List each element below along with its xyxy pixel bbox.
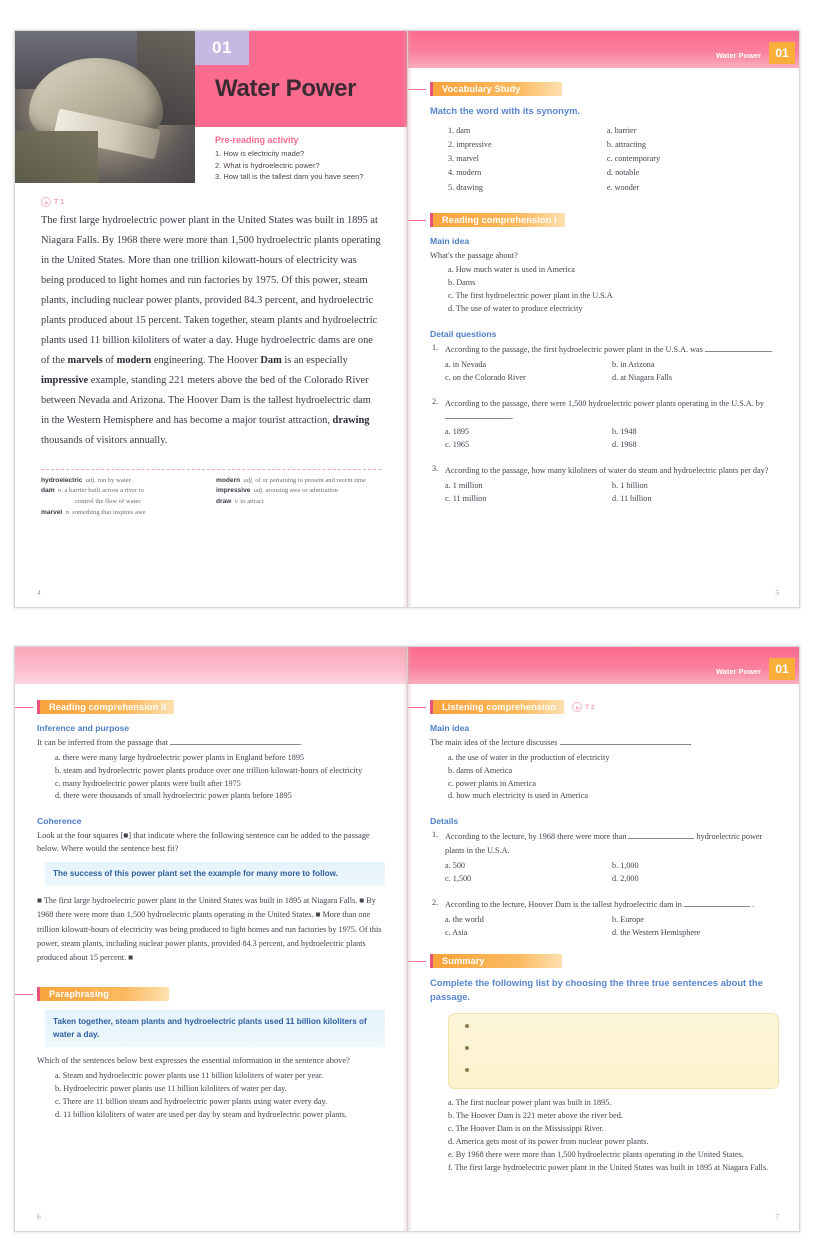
vocabulary-word[interactable]: 5. drawing <box>448 182 484 192</box>
option-item[interactable]: a. Steam and hydroelectric power plants use 11 billion kiloliters of water per year. <box>55 1070 324 1080</box>
vocabulary-word[interactable]: 3. marvel <box>448 154 479 164</box>
page-five <box>407 31 800 607</box>
option-group[interactable] <box>445 860 779 886</box>
option-item[interactable]: f. The first large hydroelectric power plant in the United States was built in 1895 at Niagara Falls. <box>448 1162 769 1172</box>
dam-photo <box>15 31 195 183</box>
section-tick <box>408 89 426 90</box>
main-idea-heading: Main idea <box>430 235 470 246</box>
option-item[interactable]: b. dams of America <box>448 765 513 775</box>
section-tick <box>15 707 33 708</box>
option-item[interactable]: b. in Arizona <box>612 360 655 370</box>
option-item[interactable]: d. the Western Hemisphere <box>612 927 701 937</box>
running-head-unit-badge: 01 <box>769 658 795 680</box>
question-stem: According to the passage, there were 1,500 hydroelectric power plants operating in the U.S.A. by . <box>445 399 764 422</box>
question-number: 1. <box>432 830 439 840</box>
option-item[interactable]: b. The Hoover Dam is 221 meter above the river bed. <box>448 1110 623 1120</box>
inference-question-text: It can be inferred from the passage that <box>37 738 168 747</box>
summary-bullet-slot[interactable] <box>465 1068 469 1072</box>
page-six <box>15 647 407 1231</box>
option-item[interactable]: b. 1 billion <box>612 481 648 491</box>
option-item[interactable]: c. 1,500 <box>445 873 472 883</box>
section-tick <box>408 961 426 962</box>
running-head-title: Water Power <box>715 51 761 60</box>
section-vocabulary-study <box>430 82 800 96</box>
section-reading-comprehension-two <box>37 700 407 714</box>
question-number: 3. <box>432 464 439 474</box>
option-item[interactable]: d. America gets most of its power from nuclear power plants. <box>448 1136 649 1146</box>
running-head-unit-badge: 01 <box>769 42 795 64</box>
numbered-question <box>408 343 800 385</box>
section-bar-label: Listening comprehension <box>430 700 564 714</box>
option-group[interactable] <box>445 480 779 506</box>
option-item[interactable]: a. 1 million <box>445 481 483 491</box>
listening-details-heading: Details <box>430 816 459 827</box>
summary-instruction: Complete the following list by choosing the three true sentences about the passage. <box>430 976 763 1002</box>
paraphrasing-options[interactable] <box>55 1070 385 1122</box>
option-item[interactable]: b. 1,000 <box>612 860 639 870</box>
coherence-instruction: Look at the four squares [■] that indicate where the following sentence can be added to the passage below. Where would the sentence best fit? <box>37 831 370 854</box>
section-bar-label: Summary <box>430 954 562 968</box>
numbered-question <box>408 397 800 452</box>
section-paraphrasing <box>37 987 407 1001</box>
numbered-question <box>408 830 800 885</box>
prereading-question: 2. What is hydroelectric power? <box>215 160 320 170</box>
option-item[interactable]: a. the world <box>445 914 484 924</box>
summary-options[interactable] <box>448 1097 779 1175</box>
question-number: 2. <box>432 397 439 407</box>
prereading-question: 3. How tall is the tallest dam you have seen? <box>215 172 364 182</box>
option-item[interactable]: d. 2,000 <box>612 873 639 883</box>
section-summary <box>430 954 800 968</box>
glossary-entry: impressive adj. arousing awe or admiration <box>216 487 338 495</box>
answer-blank[interactable] <box>628 831 694 839</box>
question-stem: According to the passage, how many kiloliters of water do steam and hydroelectric plants per day? <box>445 466 769 476</box>
glossary-entry: hydroelectric adj. run by water <box>41 476 131 484</box>
page-number: 4 <box>37 588 41 597</box>
option-group[interactable] <box>445 359 779 385</box>
glossary-entry: dam n. a barrier built across a river to <box>41 487 144 495</box>
glossary-entry: draw v. to attract <box>216 497 264 505</box>
glossary <box>41 476 381 519</box>
answer-blank[interactable] <box>445 411 511 419</box>
option-item[interactable]: a. 500 <box>445 860 466 870</box>
page-seven <box>407 647 800 1231</box>
option-item[interactable]: c. power plants in America <box>448 778 536 788</box>
main-idea-question: What's the passage about? <box>430 250 518 260</box>
listening-main-idea-text: The main idea of the lecture discusses <box>430 738 558 747</box>
page-number: 6 <box>37 1212 41 1221</box>
section-bar-label: Reading comprehension II <box>37 700 174 714</box>
option-item[interactable]: b. 1948 <box>612 427 637 437</box>
spread-two <box>14 646 800 1232</box>
page-number: 7 <box>775 1212 779 1221</box>
option-item[interactable]: a. there were many large hydroelectric power plants in England before 1895 <box>55 752 305 762</box>
question-number: 2. <box>432 897 439 907</box>
option-item[interactable]: b. Hydroelectric power plants use 11 billion kiloliters of water per day. <box>55 1083 287 1093</box>
option-item[interactable]: d. how much electricity is used in America <box>448 791 589 801</box>
paraphrasing-quote-box: Taken together, steam plants and hydroelectric plants used 11 billion kiloliters of water a day. <box>45 1010 385 1047</box>
glossary-entry-cont: control the flow of water <box>75 497 141 505</box>
option-item[interactable]: a. How much water is used in America <box>448 265 575 275</box>
audio-play-icon <box>572 702 582 712</box>
prereading-heading: Pre-reading activity <box>215 135 299 145</box>
section-bar-label: Reading comprehension I <box>430 213 565 227</box>
option-item[interactable]: c. The Hoover Dam is on the Mississippi River. <box>448 1123 604 1133</box>
option-item[interactable]: d. there were thousands of small hydroelectric power plants before 1895 <box>55 791 292 801</box>
section-tick <box>15 994 33 995</box>
vocabulary-synonym-list <box>607 124 779 195</box>
glossary-divider <box>41 469 381 470</box>
option-item[interactable]: c. 1965 <box>445 440 470 450</box>
option-item[interactable]: b. Dams <box>448 278 476 288</box>
option-item[interactable]: c. There are 11 billion steam and hydroelectric power plants using water every day. <box>55 1096 328 1106</box>
question-stem: According to the lecture, Hoover Dam is the tallest hydroelectric dam in . <box>445 899 755 909</box>
unit-hero <box>15 31 407 183</box>
option-item[interactable]: d. The use of water to produce electricity <box>448 304 583 314</box>
running-head-title: Water Power <box>715 667 761 676</box>
audio-track-text: T 1 <box>54 198 65 206</box>
option-item[interactable]: c. Asia <box>445 927 468 937</box>
option-group[interactable] <box>445 426 779 452</box>
audio-play-icon <box>41 197 51 207</box>
numbered-question <box>408 464 800 506</box>
answer-blank[interactable] <box>560 737 690 745</box>
unit-number-badge: 01 <box>195 31 249 65</box>
prereading-questions <box>215 148 399 183</box>
option-item[interactable]: d. at Niagara Falls <box>612 373 673 383</box>
question-number: 1. <box>432 343 439 353</box>
section-listening-comprehension <box>430 700 800 714</box>
listening-main-idea-question: The main idea of the lecture discusses . <box>430 738 692 747</box>
answer-blank[interactable] <box>705 344 771 352</box>
section-bar-label: Vocabulary Study <box>430 82 562 96</box>
section-reading-comprehension-one <box>430 213 800 227</box>
detail-questions-list[interactable] <box>408 343 800 506</box>
vocabulary-synonym[interactable]: b. attracting <box>606 140 646 150</box>
coherence-passage: ■ The first large hydroelectric power plant in the United States was built in 1895 at Niagara Falls. ■ By 1968 there were more than 1,500 hydroelectric plants operating in the United States. ■ More than one trillion kilowatt-hours of electricity was being produced to light homes and run factories by 1975. Of this power, steam plants, including nuclear power plants, provided 84.3 percent, and hydroelectric plants produced about 15 percent. ■ <box>37 896 382 962</box>
inference-options[interactable] <box>55 752 385 804</box>
section-bar-label: Paraphrasing <box>37 987 169 1001</box>
option-item[interactable]: d. 11 billion <box>612 494 652 504</box>
vocabulary-synonym[interactable]: c. contemporary <box>606 154 661 164</box>
running-head <box>408 647 800 684</box>
listening-main-idea-heading: Main idea <box>430 723 470 733</box>
inference-heading: Inference and purpose <box>37 723 130 733</box>
option-item[interactable]: c. The first hydroelectric power plant in the U.S.A <box>448 291 613 301</box>
option-item[interactable]: c. on the Colorado River <box>445 373 526 383</box>
vocabulary-word-list <box>448 124 607 195</box>
vocabulary-word[interactable]: 2. impressive <box>448 140 492 150</box>
inference-question: It can be inferred from the passage that . <box>37 738 303 747</box>
option-item[interactable]: a. in Nevada <box>445 360 487 370</box>
option-item[interactable]: a. the use of water in the production of electricity <box>448 752 610 762</box>
glossary-entry: marvel n. something that inspires awe <box>41 508 146 516</box>
page-four <box>15 31 407 607</box>
paraphrasing-question: Which of the sentences below best expresses the essential information in the sentence above? <box>37 1056 350 1066</box>
coherence-quote-box: The success of this power plant set the example for many more to follow. <box>45 862 385 887</box>
question-stem: According to the passage, the first hydroelectric power plant in the U.S.A. was . <box>445 345 773 355</box>
summary-answer-box[interactable] <box>448 1013 779 1089</box>
main-idea-options[interactable] <box>448 264 779 316</box>
glossary-entry: modern adj. of or pertaining to present and recent time <box>216 476 366 484</box>
page-number: 5 <box>775 588 779 597</box>
option-item[interactable]: c. 11 million <box>445 494 487 504</box>
option-item[interactable]: b. steam and hydroelectric power plants produce over one trillion kilowatt-hours of electricity <box>55 765 363 775</box>
option-item[interactable]: b. Europe <box>612 914 644 924</box>
prereading-question: 1. How is electricity made? <box>215 149 305 158</box>
answer-blank[interactable] <box>170 737 300 745</box>
glossary-column-left <box>41 476 206 519</box>
unit-title: Water Power <box>215 75 357 102</box>
option-item[interactable]: e. By 1968 there were more than 1,500 hydroelectric plants operating in the United States. <box>448 1149 744 1159</box>
summary-bullet-slot[interactable] <box>465 1024 469 1028</box>
detail-questions-heading: Detail questions <box>430 329 497 340</box>
numbered-question <box>408 898 800 940</box>
vocabulary-synonym[interactable]: e. wonder <box>606 182 640 192</box>
vocabulary-word[interactable]: 1. dam <box>448 126 471 136</box>
section-tick <box>408 220 426 221</box>
question-stem: According to the lecture, by 1968 there were more than hydroelectric power plants in the U.S.A. <box>445 832 763 855</box>
coherence-heading: Coherence <box>37 816 82 827</box>
option-item[interactable]: d. 1968 <box>612 440 637 450</box>
glossary-column-right <box>216 476 381 519</box>
running-head-blank <box>15 647 407 684</box>
vocabulary-word[interactable]: 4. modern <box>448 168 482 178</box>
section-tick <box>408 707 426 708</box>
option-item[interactable]: a. The first nuclear power plant was built in 1895. <box>448 1097 612 1107</box>
option-item[interactable]: c. many hydroelectric power plants were built after 1975 <box>55 778 241 788</box>
prereading-activity <box>215 135 399 183</box>
listening-main-idea-options[interactable] <box>448 752 779 804</box>
option-group[interactable] <box>445 914 779 940</box>
summary-bullet-slot[interactable] <box>465 1046 469 1050</box>
reading-passage: The first large hydroelectric power plant in the United States was built in 1895 at Niagara Falls. By 1968 there were more than 1,500 hydroelectric plants operating in the United States. More than one trillion kilowatt-hours of electricity was being produced to light homes and run factories by 1975. Of this power, steam plants, including nuclear power plants, provided 84.3 percent, and hydroelectric plants produced about 15 percent. Taken together, steam plants and hydroelectric plants used 11 billion kiloliters of water a day. Huge hydroelectric dams are one of the marvels of modern engineering. The Hoover Dam is an especially impressive example, standing 221 meters above the bed of the Colorado River between Nevada and Arizona. The Hoover Dam is the tallest hydroelectric dam in the Western Hemisphere and has become a major tourist attraction, drawing thousands of visitors annually. <box>41 215 381 446</box>
vocabulary-instruction: Match the word with its synonym. <box>430 105 581 116</box>
vocabulary-synonym[interactable]: d. notable <box>606 168 640 178</box>
listening-details-list[interactable] <box>408 830 800 939</box>
option-item[interactable]: a. 1895 <box>445 427 470 437</box>
running-head <box>408 31 800 68</box>
spread-one <box>14 30 800 608</box>
answer-blank[interactable] <box>684 899 750 907</box>
listening-audio-label <box>572 702 594 712</box>
option-item[interactable]: d. 11 billion kiloliters of water are used per day by steam and hydroelectric power plants. <box>55 1109 347 1119</box>
audio-track-text: T 2 <box>585 703 595 711</box>
vocabulary-synonym[interactable]: a. barrier <box>606 126 637 136</box>
audio-track-label <box>41 197 407 207</box>
